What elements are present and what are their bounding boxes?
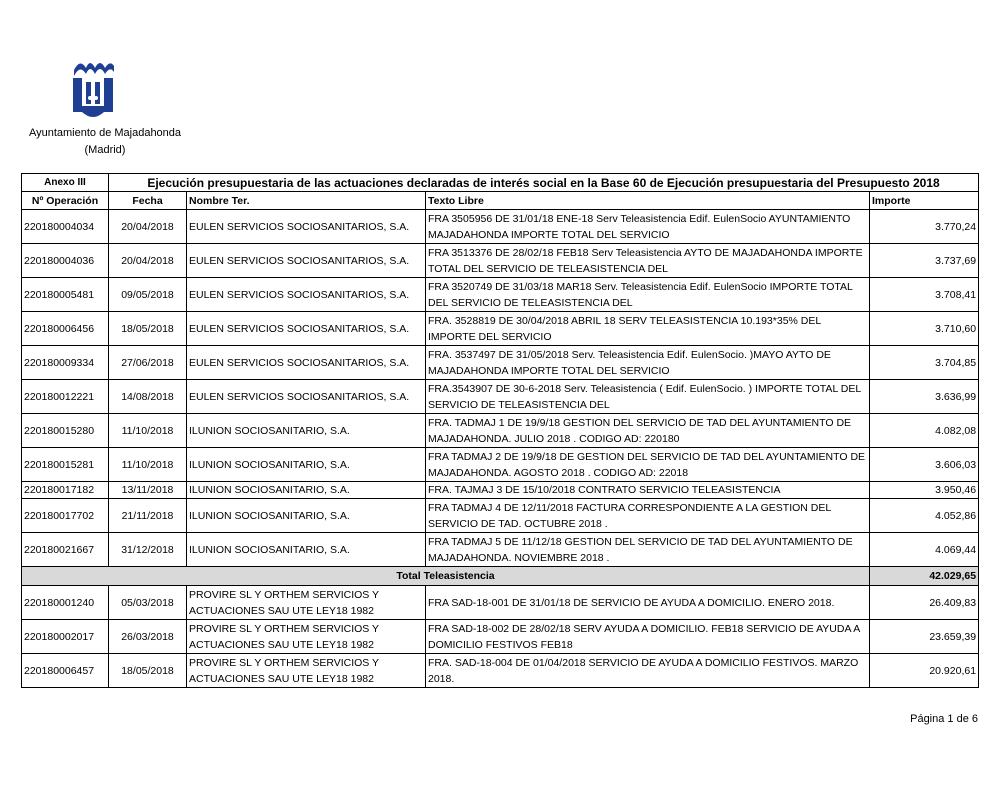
organization-name: Ayuntamiento de Majadahonda: [28, 127, 182, 139]
operation-cell: 220180012221: [22, 380, 109, 414]
total-row: [22, 567, 979, 586]
table-row: [22, 210, 979, 244]
text-cell: FRA TADMAJ 2 DE 19/9/18 DE GESTION DEL SERVICIO DE TAD DEL AYUNTAMIENTO DE MAJADAHONDA. AGOSTO 2018 . CODIGO AD: 22018: [426, 448, 870, 482]
col-header-date: Fecha: [109, 192, 187, 210]
name-cell: EULEN SERVICIOS SOCIOSANITARIOS, S.A.: [187, 380, 426, 414]
col-header-operation: Nº Operación: [22, 192, 109, 210]
date-cell: 11/10/2018: [109, 448, 187, 482]
name-cell: ILUNION SOCIOSANITARIO, S.A.: [187, 499, 426, 533]
name-cell: EULEN SERVICIOS SOCIOSANITARIOS, S.A.: [187, 278, 426, 312]
name-cell: PROVIRE SL Y ORTHEM SERVICIOS Y ACTUACIONES SAU UTE LEY18 1982: [187, 586, 426, 620]
date-cell: 26/03/2018: [109, 620, 187, 654]
majadahonda-crest-logo: [70, 56, 116, 122]
operation-cell: 220180002017: [22, 620, 109, 654]
operation-cell: 220180005481: [22, 278, 109, 312]
amount-cell: 4.069,44: [870, 533, 979, 567]
name-cell: EULEN SERVICIOS SOCIOSANITARIOS, S.A.: [187, 312, 426, 346]
name-cell: ILUNION SOCIOSANITARIO, S.A.: [187, 414, 426, 448]
amount-cell: 3.737,69: [870, 244, 979, 278]
amount-cell: 26.409,83: [870, 586, 979, 620]
text-cell: FRA 3513376 DE 28/02/18 FEB18 Serv Teleasistencia AYTO DE MAJADAHONDA IMPORTE TOTAL DEL SERVICIO DE TELEASISTENCIA DEL: [426, 244, 870, 278]
name-cell: EULEN SERVICIOS SOCIOSANITARIOS, S.A.: [187, 244, 426, 278]
text-cell: FRA. TADMAJ 1 DE 19/9/18 GESTION DEL SERVICIO DE TAD DEL AYUNTAMIENTO DE MAJADAHONDA. JULIO 2018 . CODIGO AD: 220180: [426, 414, 870, 448]
text-cell: FRA TADMAJ 4 DE 12/11/2018 FACTURA CORRESPONDIENTE A LA GESTION DEL SERVICIO DE TAD. OCTUBRE 2018 .: [426, 499, 870, 533]
date-cell: 18/05/2018: [109, 654, 187, 688]
table-row: [22, 499, 979, 533]
date-cell: 31/12/2018: [109, 533, 187, 567]
report-title: Ejecución presupuestaria de las actuaciones declaradas de interés social en la Base 60 de Ejecución presupuestaria del Presupuesto 2018: [109, 174, 979, 192]
operation-cell: 220180006457: [22, 654, 109, 688]
name-cell: ILUNION SOCIOSANITARIO, S.A.: [187, 448, 426, 482]
name-cell: PROVIRE SL Y ORTHEM SERVICIOS Y ACTUACIONES SAU UTE LEY18 1982: [187, 620, 426, 654]
name-cell: PROVIRE SL Y ORTHEM SERVICIOS Y ACTUACIONES SAU UTE LEY18 1982: [187, 654, 426, 688]
amount-cell: 23.659,39: [870, 620, 979, 654]
table-row: [22, 244, 979, 278]
date-cell: 13/11/2018: [109, 482, 187, 499]
operation-cell: 220180015280: [22, 414, 109, 448]
amount-cell: 4.052,86: [870, 499, 979, 533]
text-cell: FRA TADMAJ 5 DE 11/12/18 GESTION DEL SERVICIO DE TAD DEL AYUNTAMIENTO DE MAJADAHONDA. NOVIEMBRE 2018 .: [426, 533, 870, 567]
table-row: [22, 380, 979, 414]
operation-cell: 220180017182: [22, 482, 109, 499]
text-cell: FRA SAD-18-001 DE 31/01/18 DE SERVICIO DE AYUDA A DOMICILIO. ENERO 2018.: [426, 586, 870, 620]
text-cell: FRA. TAJMAJ 3 DE 15/10/2018 CONTRATO SERVICIO TELEASISTENCIA: [426, 482, 870, 499]
operation-cell: 220180021667: [22, 533, 109, 567]
date-cell: 09/05/2018: [109, 278, 187, 312]
date-cell: 14/08/2018: [109, 380, 187, 414]
date-cell: 11/10/2018: [109, 414, 187, 448]
organization-region: (Madrid): [84, 144, 126, 156]
date-cell: 27/06/2018: [109, 346, 187, 380]
col-header-text: Texto Libre: [426, 192, 870, 210]
amount-cell: 3.636,99: [870, 380, 979, 414]
operation-cell: 220180004034: [22, 210, 109, 244]
table-row: [22, 620, 979, 654]
table-row: [22, 414, 979, 448]
table-row: [22, 654, 979, 688]
name-cell: EULEN SERVICIOS SOCIOSANITARIOS, S.A.: [187, 210, 426, 244]
amount-cell: 3.708,41: [870, 278, 979, 312]
amount-cell: 3.950,46: [870, 482, 979, 499]
text-cell: FRA. 3528819 DE 30/04/2018 ABRIL 18 SERV TELEASISTENCIA 10.193*35% DEL IMPORTE DEL SERVICIO: [426, 312, 870, 346]
amount-cell: 4.082,08: [870, 414, 979, 448]
table-row: [22, 312, 979, 346]
date-cell: 05/03/2018: [109, 586, 187, 620]
amount-cell: 3.606,03: [870, 448, 979, 482]
budget-execution-table: [21, 173, 979, 688]
table-row: [22, 278, 979, 312]
operation-cell: 220180015281: [22, 448, 109, 482]
amount-cell: 3.770,24: [870, 210, 979, 244]
total-amount: 42.029,65: [870, 567, 979, 586]
name-cell: ILUNION SOCIOSANITARIO, S.A.: [187, 533, 426, 567]
table-row: [22, 448, 979, 482]
page-number: Página 1 de 6: [910, 713, 978, 725]
col-header-amount: Importe: [870, 192, 979, 210]
text-cell: FRA. 3537497 DE 31/05/2018 Serv. Teleasistencia Edif. EulenSocio. )MAYO AYTO DE MAJADAHONDA IMPORTE TOTAL DEL SERVICIO: [426, 346, 870, 380]
text-cell: FRA SAD-18-002 DE 28/02/18 SERV AYUDA A DOMICILIO. FEB18 SERVICIO DE AYUDA A DOMICILIO FESTIVOS FEB18: [426, 620, 870, 654]
operation-cell: 220180017702: [22, 499, 109, 533]
date-cell: 21/11/2018: [109, 499, 187, 533]
annex-label: Anexo III: [22, 174, 109, 192]
table-row: [22, 586, 979, 620]
amount-cell: 20.920,61: [870, 654, 979, 688]
date-cell: 20/04/2018: [109, 244, 187, 278]
operation-cell: 220180001240: [22, 586, 109, 620]
date-cell: 18/05/2018: [109, 312, 187, 346]
date-cell: 20/04/2018: [109, 210, 187, 244]
total-label: Total Teleasistencia: [22, 567, 870, 586]
name-cell: ILUNION SOCIOSANITARIO, S.A.: [187, 482, 426, 499]
name-cell: EULEN SERVICIOS SOCIOSANITARIOS, S.A.: [187, 346, 426, 380]
amount-cell: 3.710,60: [870, 312, 979, 346]
table-row: [22, 482, 979, 499]
operation-cell: 220180009334: [22, 346, 109, 380]
text-cell: FRA 3505956 DE 31/01/18 ENE-18 Serv Teleasistencia Edif. EulenSocio AYUNTAMIENTO MAJADAHONDA IMPORTE TOTAL DEL SERVICIO: [426, 210, 870, 244]
operation-cell: 220180004036: [22, 244, 109, 278]
col-header-name: Nombre Ter.: [187, 192, 426, 210]
text-cell: FRA. SAD-18-004 DE 01/04/2018 SERVICIO DE AYUDA A DOMICILIO FESTIVOS. MARZO 2018.: [426, 654, 870, 688]
operation-cell: 220180006456: [22, 312, 109, 346]
amount-cell: 3.704,85: [870, 346, 979, 380]
table-row: [22, 346, 979, 380]
text-cell: FRA 3520749 DE 31/03/18 MAR18 Serv. Teleasistencia Edif. EulenSocio IMPORTE TOTAL DEL SERVICIO DE TELEASISTENCIA DEL: [426, 278, 870, 312]
text-cell: FRA.3543907 DE 30-6-2018 Serv. Teleasistencia ( Edif. EulenSocio. ) IMPORTE TOTAL DEL SERVICIO DE TELEASISTENCIA DEL: [426, 380, 870, 414]
table-row: [22, 533, 979, 567]
